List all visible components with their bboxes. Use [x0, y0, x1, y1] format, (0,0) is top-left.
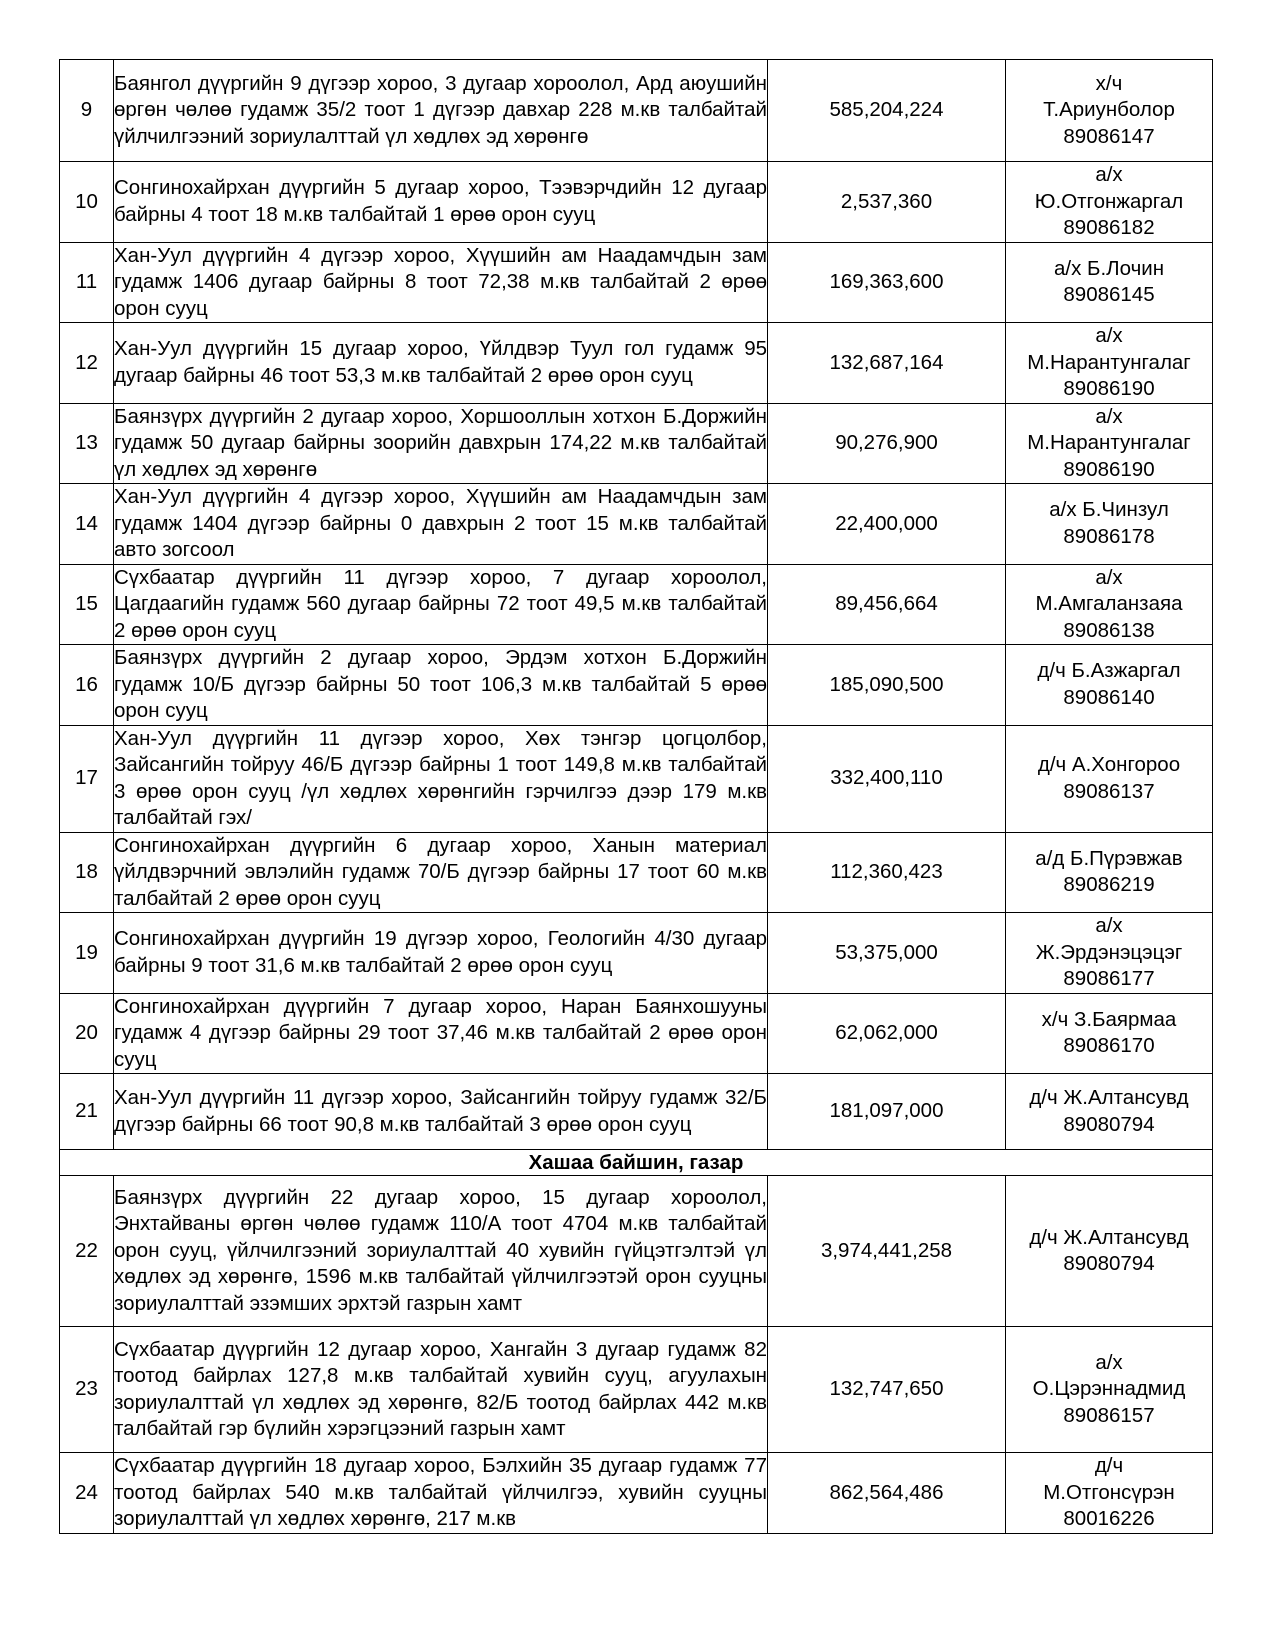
- contact-line: 89086177: [1063, 967, 1155, 990]
- property-value: 862,564,486: [768, 1453, 1006, 1534]
- row-number: 23: [60, 1327, 114, 1453]
- contact-line: М.Нарантунгалаг: [1027, 431, 1191, 454]
- property-description: Хан-Уул дүүргийн 15 дугаар хороо, Үйлдвэр Туул гол гудамж 95 дугаар байрны 46 тоот 53,3 м.кв талбайтай 2 өрөө орон сууц: [114, 323, 768, 404]
- contact-line: Ю.Отгонжаргал: [1034, 189, 1184, 213]
- contact-line: 89080794: [1063, 1112, 1155, 1136]
- table-row: [60, 323, 1213, 404]
- contact-line: 89086190: [1063, 457, 1155, 481]
- contact-line: М.Нарантунгалаг: [1027, 350, 1191, 374]
- row-number: 14: [60, 484, 114, 565]
- section-block: [60, 1150, 1213, 1176]
- contact-line: х/ч: [1095, 71, 1123, 95]
- property-table-body-top: [60, 60, 1213, 1150]
- property-value: 22,400,000: [768, 484, 1006, 565]
- property-description: Хан-Уул дүүргийн 4 дүгээр хороо, Хүүшийн ам Наадамчдын зам гудамж 1406 дугаар байрны 8 тоот 72,38 м.кв талбайтай 2 өрөө орон сууц: [114, 242, 768, 323]
- table-row: [60, 242, 1213, 323]
- property-description: Сүхбаатар дүүргийн 12 дугаар хороо, Хангайн 3 дугаар гудамж 82 тоотод байрлах 127,8 м.кв талбайтай хувийн сууц, агуулахын зориулалттай үл хөдлөх эд хөрөнгө, 82/Б тоотод байрлах 442 м.кв талбайтай гэр бүлийн хэрэгцээний газрын хамт: [114, 1327, 768, 1453]
- table-row: [60, 725, 1213, 832]
- contact-line: а/х: [1095, 404, 1123, 428]
- row-number: 9: [60, 60, 114, 162]
- section-row: [60, 1150, 1213, 1176]
- table-row: [60, 60, 1213, 162]
- property-value: 132,687,164: [768, 323, 1006, 404]
- table-row: [60, 1327, 1213, 1453]
- property-description: Баянзүрх дүүргийн 22 дугаар хороо, 15 дугаар хороолол, Энхтайваны өргөн чөлөө гудамж 110/А тоот 4704 м.кв талбайтай орон сууц, үйлчилгээний зориулалттай 40 хувийн гүйцэтгэлтэй үл хөдлөх эд хөрөнгө, 1596 м.кв талбайтай үйлчилгээтэй орон сууцны зориулалттай эзэмших эрхтэй газрын хамт: [114, 1176, 768, 1327]
- contact-line: а/х Б.Чинзул: [1049, 498, 1169, 522]
- property-description: Хан-Уул дүүргийн 11 дүгээр хороо, Хөх тэнгэр цогцолбор, Зайсангийн тойруу 46/Б дүгээр байрны 1 тоот 149,8 м.кв талбайтай 3 өрөө орон сууц /үл хөдлөх хөрөнгийн гэрчилгээ дээр 179 м.кв талбайтай гэх/: [114, 725, 768, 832]
- contact-line: д/ч: [1094, 1454, 1124, 1477]
- table-row: [60, 1453, 1213, 1534]
- contact-cell: [1006, 725, 1213, 832]
- contact-cell: [1006, 1453, 1213, 1534]
- contact-line: М.Отгонсүрэн: [1043, 1480, 1175, 1504]
- property-table-body-bottom: [60, 1176, 1213, 1534]
- table-row: [60, 645, 1213, 726]
- contact-line: 89086182: [1063, 216, 1155, 239]
- row-number: 21: [60, 1074, 114, 1150]
- contact-cell: [1006, 1327, 1213, 1453]
- property-value: 62,062,000: [768, 993, 1006, 1074]
- contact-line: О.Цэрэннадмид: [1032, 1377, 1186, 1401]
- contact-cell: [1006, 832, 1213, 913]
- property-value: 169,363,600: [768, 242, 1006, 323]
- contact-line: д/ч Ж.Алтансувд: [1029, 1225, 1189, 1249]
- contact-line: 89086219: [1063, 873, 1155, 897]
- contact-line: 89086170: [1063, 1034, 1155, 1058]
- contact-cell: [1006, 1176, 1213, 1327]
- property-description: Хан-Уул дүүргийн 4 дүгээр хороо, Хүүшийн ам Наадамчдын зам гудамж 1404 дүгээр байрны 0 давхрын 2 тоот 15 м.кв талбайтай авто зогсоол: [114, 484, 768, 565]
- contact-line: 89086140: [1063, 685, 1155, 709]
- section-heading: Хашаа байшин, газар: [60, 1150, 1213, 1176]
- contact-line: М.Амгаланзаяа: [1035, 592, 1183, 615]
- property-value: 3,974,441,258: [768, 1176, 1006, 1327]
- contact-line: 89086145: [1063, 283, 1155, 307]
- table-row: [60, 1176, 1213, 1327]
- row-number: 12: [60, 323, 114, 404]
- contact-cell: [1006, 60, 1213, 162]
- contact-line: 89086190: [1063, 377, 1155, 400]
- contact-line: а/х: [1095, 1350, 1123, 1374]
- property-description: Хан-Уул дүүргийн 11 дүгээр хороо, Зайсангийн тойруу гудамж 32/Б дүгээр байрны 66 тоот 90,8 м.кв талбайтай 3 өрөө орон сууц: [114, 1074, 768, 1150]
- contact-line: х/ч З.Баярмаа: [1041, 1007, 1177, 1031]
- row-number: 16: [60, 645, 114, 726]
- contact-line: 80016226: [1063, 1507, 1155, 1530]
- contact-line: 89086138: [1063, 618, 1155, 642]
- property-description: Баянзүрх дүүргийн 2 дугаар хороо, Хоршооллын хотхон Б.Доржийн гудамж 50 дугаар байрны зоорийн давхрын 174,22 м.кв талбайтай үл хөдлөх эд хөрөнгө: [114, 403, 768, 484]
- row-number: 19: [60, 913, 114, 994]
- table-row: [60, 1074, 1213, 1150]
- table-row: [60, 993, 1213, 1074]
- property-description: Сонгинохайрхан дүүргийн 5 дугаар хороо, Тээвэрчдийн 12 дугаар байрны 4 тоот 18 м.кв талбайтай 1 өрөө орон сууц: [114, 162, 768, 243]
- row-number: 18: [60, 832, 114, 913]
- table-row: [60, 403, 1213, 484]
- contact-line: 89086147: [1063, 124, 1155, 148]
- property-description: Сонгинохайрхан дүүргийн 6 дугаар хороо, Ханын материал үйлдвэрчний эвлэлийн гудамж 70/Б дүгээр байрны 17 тоот 60 м.кв талбайтай 2 өрөө орон сууц: [114, 832, 768, 913]
- contact-line: 89086137: [1063, 779, 1155, 803]
- contact-cell: [1006, 242, 1213, 323]
- table-row: [60, 564, 1213, 645]
- row-number: 24: [60, 1453, 114, 1534]
- property-value: 89,456,664: [768, 564, 1006, 645]
- row-number: 22: [60, 1176, 114, 1327]
- row-number: 10: [60, 162, 114, 243]
- contact-line: а/х: [1095, 565, 1123, 589]
- contact-line: а/х Б.Лочин: [1053, 256, 1165, 280]
- contact-line: а/х: [1095, 324, 1123, 347]
- property-value: 112,360,423: [768, 832, 1006, 913]
- contact-cell: [1006, 1074, 1213, 1150]
- contact-line: а/д Б.Пүрэвжав: [1035, 846, 1183, 870]
- contact-cell: [1006, 403, 1213, 484]
- contact-line: а/х: [1095, 163, 1123, 186]
- row-number: 17: [60, 725, 114, 832]
- contact-line: Ж.Эрдэнэцэцэг: [1035, 940, 1183, 964]
- table-row: [60, 913, 1213, 994]
- property-value: 185,090,500: [768, 645, 1006, 726]
- contact-line: Т.Ариунболор: [1043, 98, 1175, 122]
- contact-line: д/ч Б.Азжаргал: [1037, 659, 1181, 683]
- property-description: Сүхбаатар дүүргийн 11 дүгээр хороо, 7 дугаар хороолол, Цагдаагийн гудамж 560 дугаар байрны 72 тоот 49,5 м.кв талбайтай 2 өрөө орон сууц: [114, 564, 768, 645]
- property-value: 585,204,224: [768, 60, 1006, 162]
- row-number: 20: [60, 993, 114, 1074]
- contact-cell: [1006, 645, 1213, 726]
- contact-line: д/ч А.Хонгороо: [1037, 753, 1181, 776]
- property-description: Сонгинохайрхан дүүргийн 7 дугаар хороо, Наран Баянхошууны гудамж 4 дүгээр байрны 29 тоот 37,46 м.кв талбайтай 2 өрөө орон сууц: [114, 993, 768, 1074]
- table-row: [60, 832, 1213, 913]
- property-value: 332,400,110: [768, 725, 1006, 832]
- property-description: Сонгинохайрхан дүүргийн 19 дүгээр хороо, Геологийн 4/30 дугаар байрны 9 тоот 31,6 м.кв талбайтай 2 өрөө орон сууц: [114, 913, 768, 994]
- property-description: Сүхбаатар дүүргийн 18 дугаар хороо, Бэлхийн 35 дугаар гудамж 77 тоотод байрлах 540 м.кв талбайтай үйлчилгээ, хувийн сууцны зориулалттай үл хөдлөх хөрөнгө, 217 м.кв: [114, 1453, 768, 1534]
- contact-line: 89080794: [1063, 1252, 1155, 1275]
- contact-cell: [1006, 993, 1213, 1074]
- contact-cell: [1006, 913, 1213, 994]
- property-value: 53,375,000: [768, 913, 1006, 994]
- property-table: [59, 59, 1213, 1534]
- contact-cell: [1006, 484, 1213, 565]
- property-value: 90,276,900: [768, 403, 1006, 484]
- contact-line: д/ч Ж.Алтансувд: [1029, 1086, 1189, 1109]
- table-row: [60, 484, 1213, 565]
- row-number: 13: [60, 403, 114, 484]
- contact-line: 89086157: [1063, 1403, 1155, 1427]
- row-number: 11: [60, 242, 114, 323]
- row-number: 15: [60, 564, 114, 645]
- contact-cell: [1006, 162, 1213, 243]
- contact-cell: [1006, 564, 1213, 645]
- contact-cell: [1006, 323, 1213, 404]
- property-value: 2,537,360: [768, 162, 1006, 243]
- table-row: [60, 162, 1213, 243]
- contact-line: 89086178: [1063, 524, 1155, 548]
- property-description: Баянгол дүүргийн 9 дүгээр хороо, 3 дугаар хороолол, Ард аюушийн өргөн чөлөө гудамж 35/2 тоот 1 дүгээр давхар 228 м.кв талбайтай үйлчилгээний зориулалттай үл хөдлөх эд хөрөнгө: [114, 60, 768, 162]
- property-value: 181,097,000: [768, 1074, 1006, 1150]
- property-description: Баянзүрх дүүргийн 2 дугаар хороо, Эрдэм хотхон Б.Доржийн гудамж 10/Б дүгээр байрны 50 тоот 106,3 м.кв талбайтай 5 өрөө орон сууц: [114, 645, 768, 726]
- property-value: 132,747,650: [768, 1327, 1006, 1453]
- contact-line: а/х: [1095, 914, 1123, 937]
